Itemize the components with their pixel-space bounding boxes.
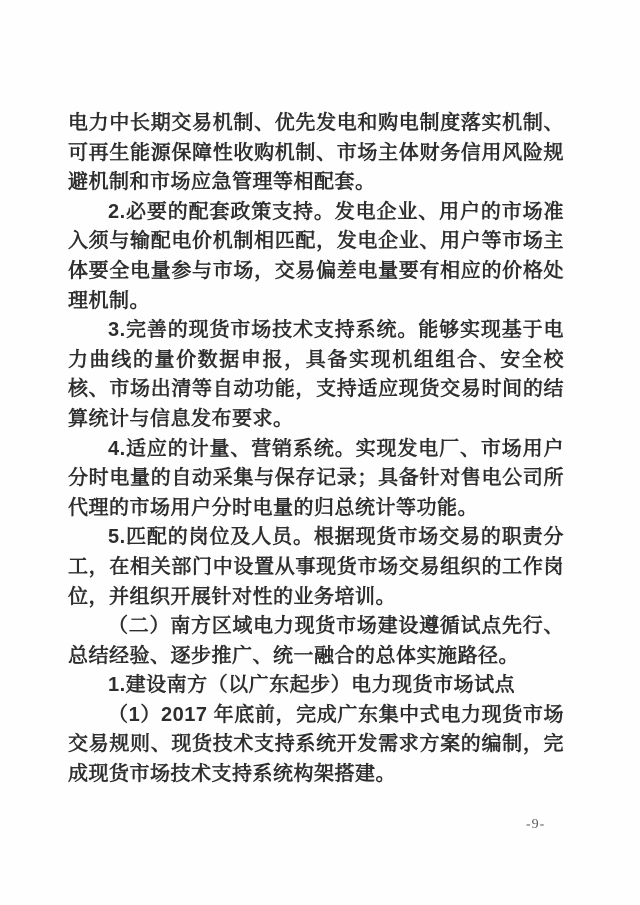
paragraph-item-5: 5.匹配的岗位及人员。根据现货市场交易的职责分工，在相关部门中设置从事现货市场交易组织的工作岗位，并组织开展针对性的业务培训。	[68, 526, 564, 608]
page-number: -9-	[526, 817, 546, 832]
paragraph-subsection-1: 1.建设南方（以广东起步）电力现货市场试点	[108, 674, 516, 697]
paragraph-section-2: （二）南方区域电力现货市场建设遵循试点先行、总结经验、逐步推广、统一融合的总体实施路径。	[68, 615, 564, 667]
paragraph-item-3: 3.完善的现货市场技术支持系统。能够实现基于电力曲线的量价数据申报，具备实现机组组合、安全校核、市场出清等自动功能，支持适应现货交易时间的结算统计与信息发布要求。	[68, 319, 564, 430]
paragraph-item-2: 2.必要的配套政策支持。发电企业、用户的市场准入须与输配电价机制相匹配，发电企业、用户等市场主体要全电量参与市场，交易偏差电量要有相应的价格处理机制。	[68, 200, 564, 312]
paragraph-continuation: 电力中长期交易机制、优先发电和购电制度落实机制、可再生能源保障性收购机制、市场主体财务信用风险规避机制和市场应急管理等相配套。	[68, 112, 564, 194]
paragraph-item-4: 4.适应的计量、营销系统。实现发电厂、市场用户分时电量的自动采集与保存记录；具备针对售电公司所代理的市场用户分时电量的归总统计等功能。	[68, 437, 564, 519]
document-body-text	[68, 109, 564, 790]
paragraph-milestone-2017: （1）2017 年底前，完成广东集中式电力现货市场交易规则、现货技术支持系统开发需求方案的编制，完成现货市场技术支持系统构架搭建。	[68, 703, 564, 786]
